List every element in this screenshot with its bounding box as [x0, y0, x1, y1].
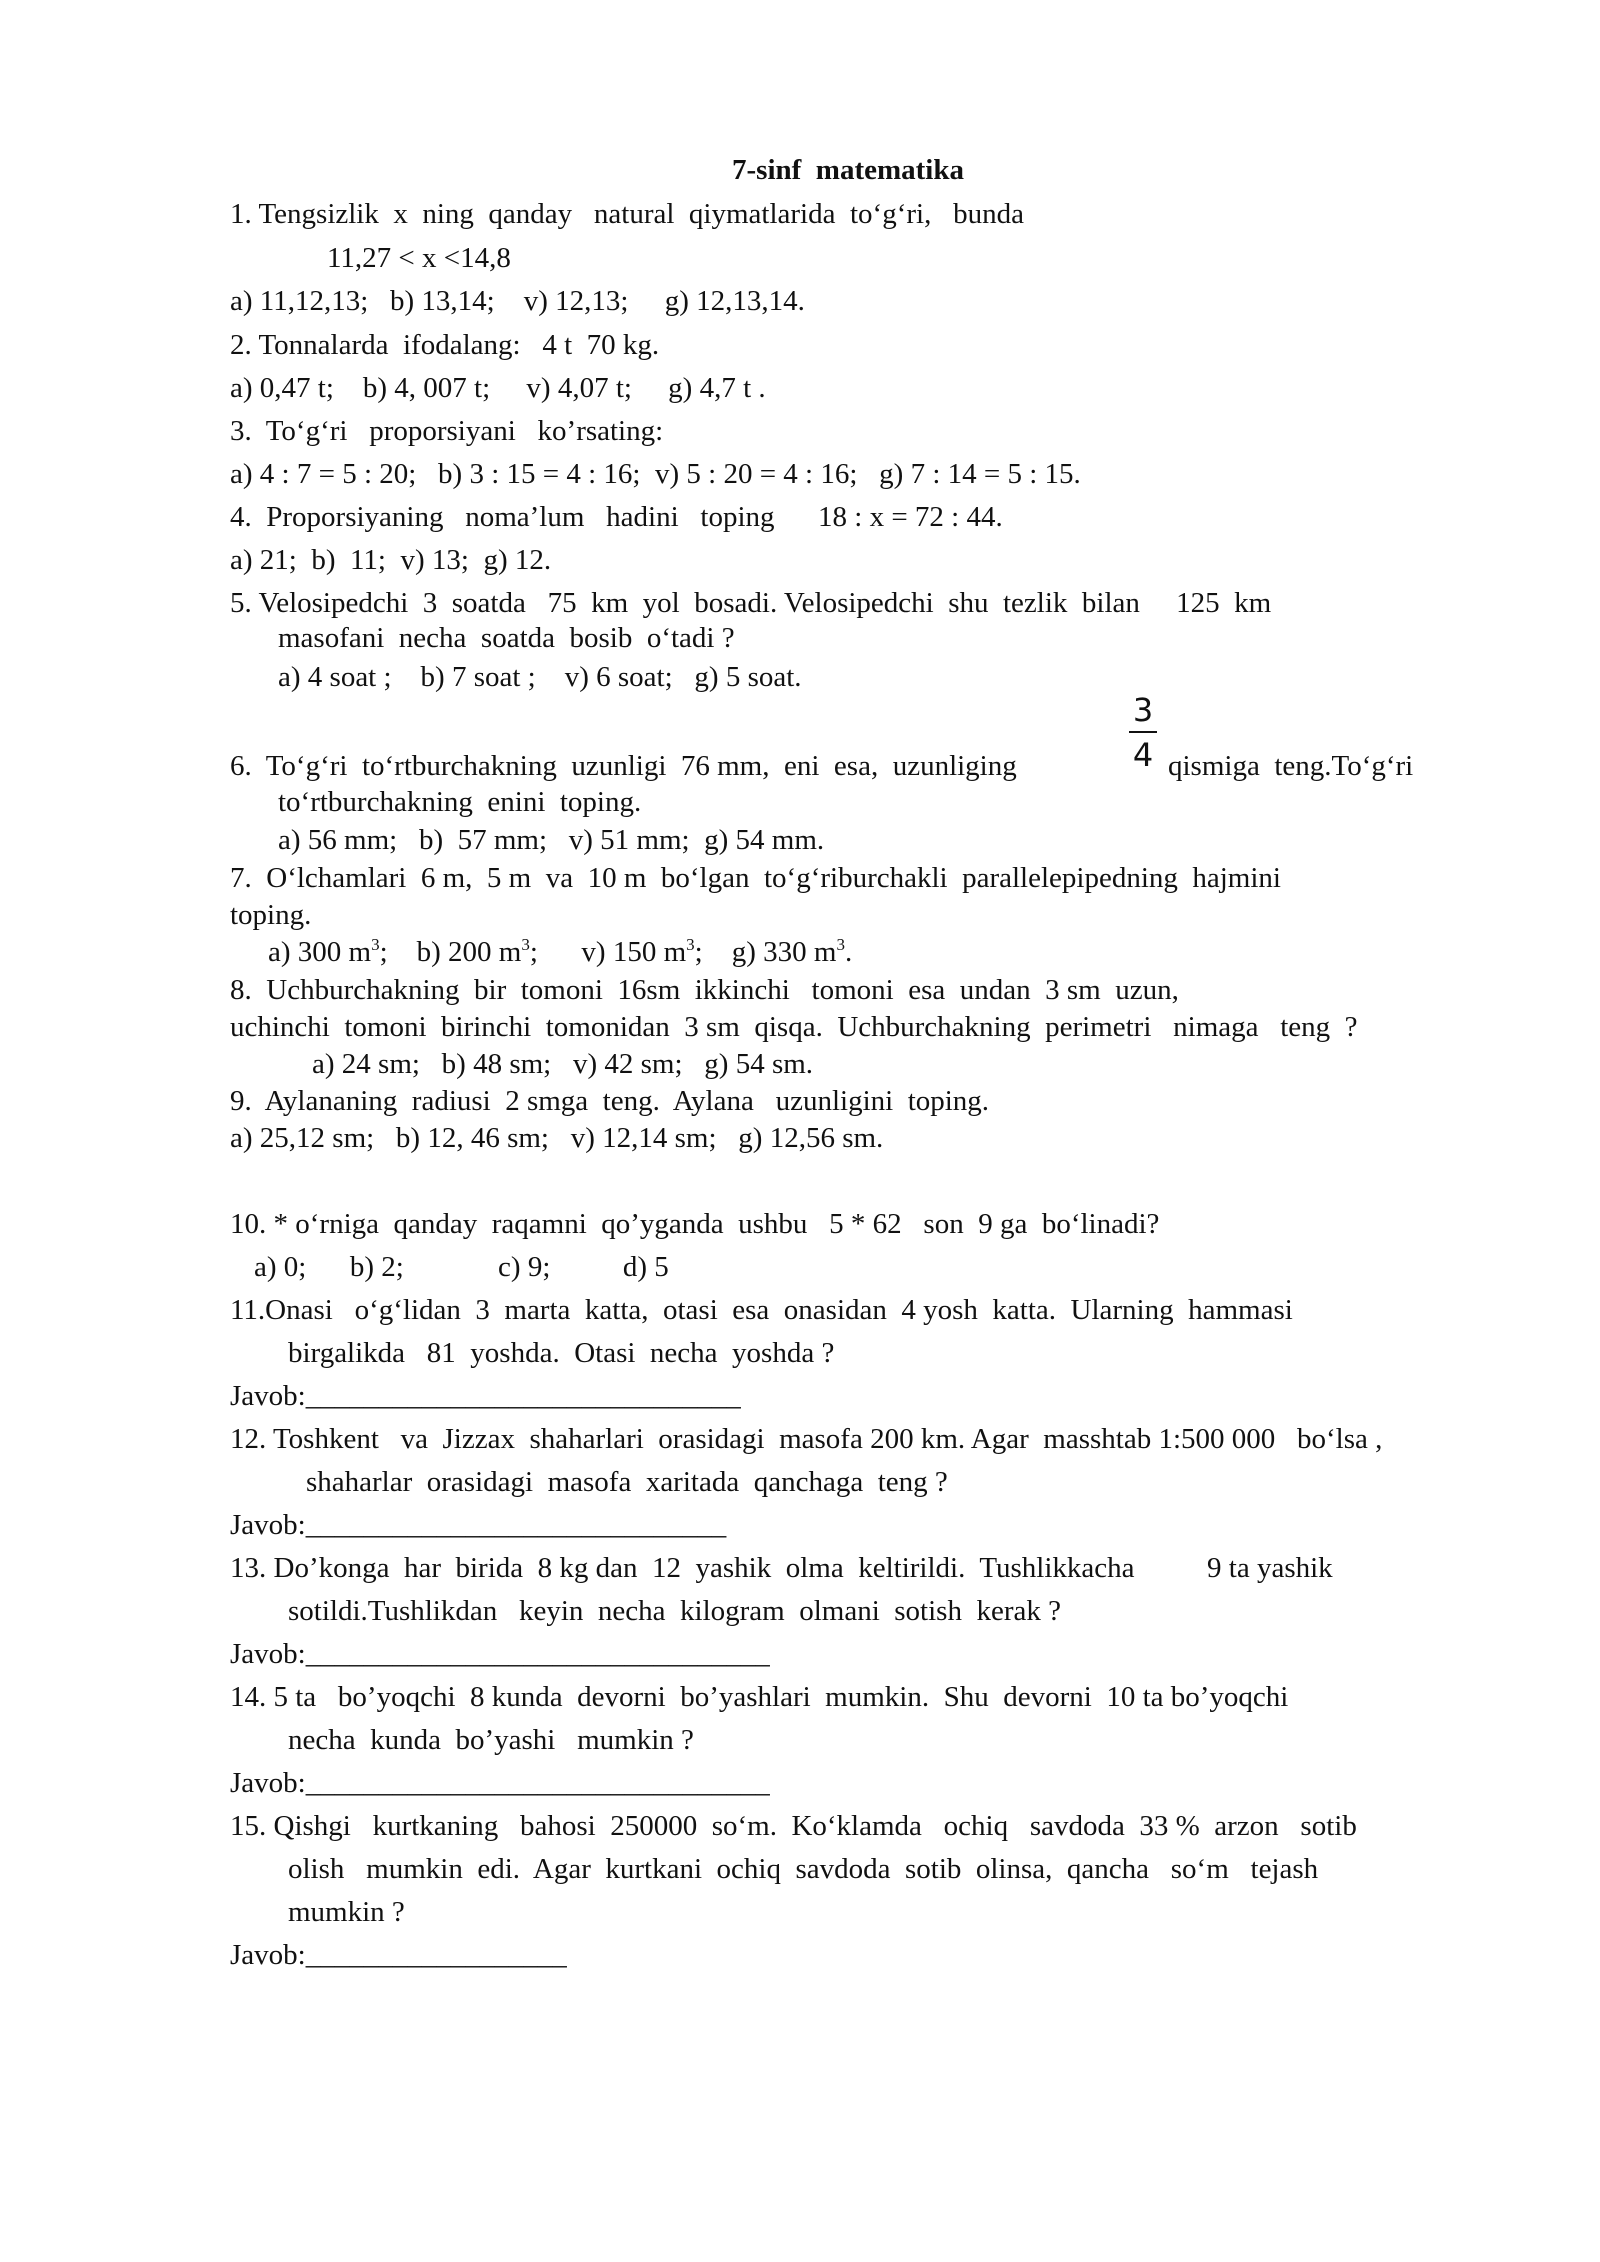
question-12-text: 12. Toshkent va Jizzax shaharlari orasidagi masofa 200 km. Agar masshtab 1:500 000 bo‘lsa , [230, 1423, 1383, 1455]
question-15-text-cont: olish mumkin edi. Agar kurtkani ochiq savdoda sotib olinsa, qancha so‘m tejash [288, 1853, 1319, 1885]
question-6-text: 6. To‘g‘ri to‘rtburchakning uzunligi 76 mm, eni esa, uzunliging [230, 750, 1017, 782]
question-13-answer-line[interactable]: Javob:________________________________ [230, 1638, 770, 1670]
cube-exponent: 3 [521, 935, 530, 954]
question-8-options: a) 24 sm; b) 48 sm; v) 42 sm; g) 54 sm. [312, 1048, 814, 1080]
question-12-text-cont: shaharlar orasidagi masofa xaritada qanchaga teng ? [306, 1466, 948, 1498]
question-1-formula: 11,27 < x <14,8 [327, 242, 511, 274]
fraction-numerator: 3 [1132, 691, 1154, 729]
question-7-options [268, 934, 852, 971]
question-13-text-cont: sotildi.Tushlikdan keyin necha kilogram olmani sotish kerak ? [288, 1595, 1061, 1627]
question-14-answer-line[interactable]: Javob:________________________________ [230, 1767, 770, 1799]
cube-exponent: 3 [686, 935, 695, 954]
cube-exponent: 3 [371, 935, 380, 954]
question-11-text: 11.Onasi o‘g‘lidan 3 marta katta, otasi esa onasidan 4 yosh katta. Ularning hammasi [230, 1294, 1293, 1326]
page-title: 7-sinf matematika [732, 154, 964, 186]
cube-exponent: 3 [836, 935, 845, 954]
question-7-text: 7. O‘lchamlari 6 m, 5 m va 10 m bo‘lgan to‘g‘riburchakli parallelepipedning hajmini [230, 862, 1281, 894]
question-13-text: 13. Do’konga har birida 8 kg dan 12 yashik olma keltirildi. Tushlikkacha 9 ta yashik [230, 1552, 1333, 1584]
fraction-denominator: 4 [1132, 736, 1154, 774]
fraction-three-quarters [1125, 690, 1161, 775]
question-5-text: 5. Velosipedchi 3 soatda 75 km yol bosadi. Velosipedchi shu tezlik bilan 125 km [230, 587, 1272, 619]
question-6-text-end: qismiga teng.To‘g‘ri [1168, 750, 1414, 782]
question-6-options: a) 56 mm; b) 57 mm; v) 51 mm; g) 54 mm. [278, 824, 825, 856]
period: . [844, 936, 853, 968]
question-7-text-cont: toping. [230, 899, 312, 931]
option-v: ; v) 150 m [529, 936, 687, 968]
question-12-answer-line[interactable]: Javob:_____________________________ [230, 1509, 727, 1541]
question-2-text: 2. Tonnalarda ifodalang: 4 t 70 kg. [230, 329, 660, 361]
question-9-text: 9. Aylananing radiusi 2 smga teng. Aylana uzunligini toping. [230, 1085, 990, 1117]
question-4-options: a) 21; b) 11; v) 13; g) 12. [230, 544, 552, 576]
option-a: a) 300 m [268, 936, 372, 968]
question-3-options: a) 4 : 7 = 5 : 20; b) 3 : 15 = 4 : 16; v) 5 : 20 = 4 : 16; g) 7 : 14 = 5 : 15. [230, 458, 1081, 490]
question-15-text: 15. Qishgi kurtkaning bahosi 250000 so‘m. Ko‘klamda ochiq savdoda 33 % arzon sotib [230, 1810, 1357, 1842]
question-5-options: a) 4 soat ; b) 7 soat ; v) 6 soat; g) 5 soat. [278, 661, 802, 693]
question-10-options: a) 0; b) 2; c) 9; d) 5 [254, 1251, 669, 1283]
question-5-text-cont: masofani necha soatda bosib o‘tadi ? [278, 622, 735, 654]
question-9-options: a) 25,12 sm; b) 12, 46 sm; v) 12,14 sm; g) 12,56 sm. [230, 1122, 884, 1154]
question-1-options: a) 11,12,13; b) 13,14; v) 12,13; g) 12,13,14. [230, 285, 805, 317]
question-3-text: 3. To‘g‘ri proporsiyani ko’rsating: [230, 415, 664, 447]
question-8-text: 8. Uchburchakning bir tomoni 16sm ikkinchi tomoni esa undan 3 sm uzun, [230, 974, 1179, 1006]
question-8-text-cont: uchinchi tomoni birinchi tomonidan 3 sm qisqa. Uchburchakning perimetri nimaga teng ? [230, 1011, 1358, 1043]
question-14-text-cont: necha kunda bo’yashi mumkin ? [288, 1724, 694, 1756]
option-b: ; b) 200 m [379, 936, 522, 968]
question-11-text-cont: birgalikda 81 yoshda. Otasi necha yoshda ? [288, 1337, 835, 1369]
question-4-text: 4. Proporsiyaning noma’lum hadini toping 18 : x = 72 : 44. [230, 501, 1003, 533]
fraction-bar [1129, 731, 1157, 733]
question-10-text: 10. * o‘rniga qanday raqamni qo’yganda ushbu 5 * 62 son 9 ga bo‘linadi? [230, 1208, 1160, 1240]
question-6-text-cont: to‘rtburchakning enini toping. [278, 786, 642, 818]
question-2-options: a) 0,47 t; b) 4, 007 t; v) 4,07 t; g) 4,7 t . [230, 372, 766, 404]
question-11-answer-line[interactable]: Javob:______________________________ [230, 1380, 741, 1412]
question-15-text-cont-2: mumkin ? [288, 1896, 405, 1928]
option-g: ; g) 330 m [694, 936, 837, 968]
question-1-text: 1. Tengsizlik x ning qanday natural qiymatlarida to‘g‘ri, bunda [230, 198, 1024, 230]
question-15-answer-line[interactable]: Javob:__________________ [230, 1939, 567, 1971]
question-14-text: 14. 5 ta bo’yoqchi 8 kunda devorni bo’yashlari mumkin. Shu devorni 10 ta bo’yoqchi [230, 1681, 1289, 1713]
